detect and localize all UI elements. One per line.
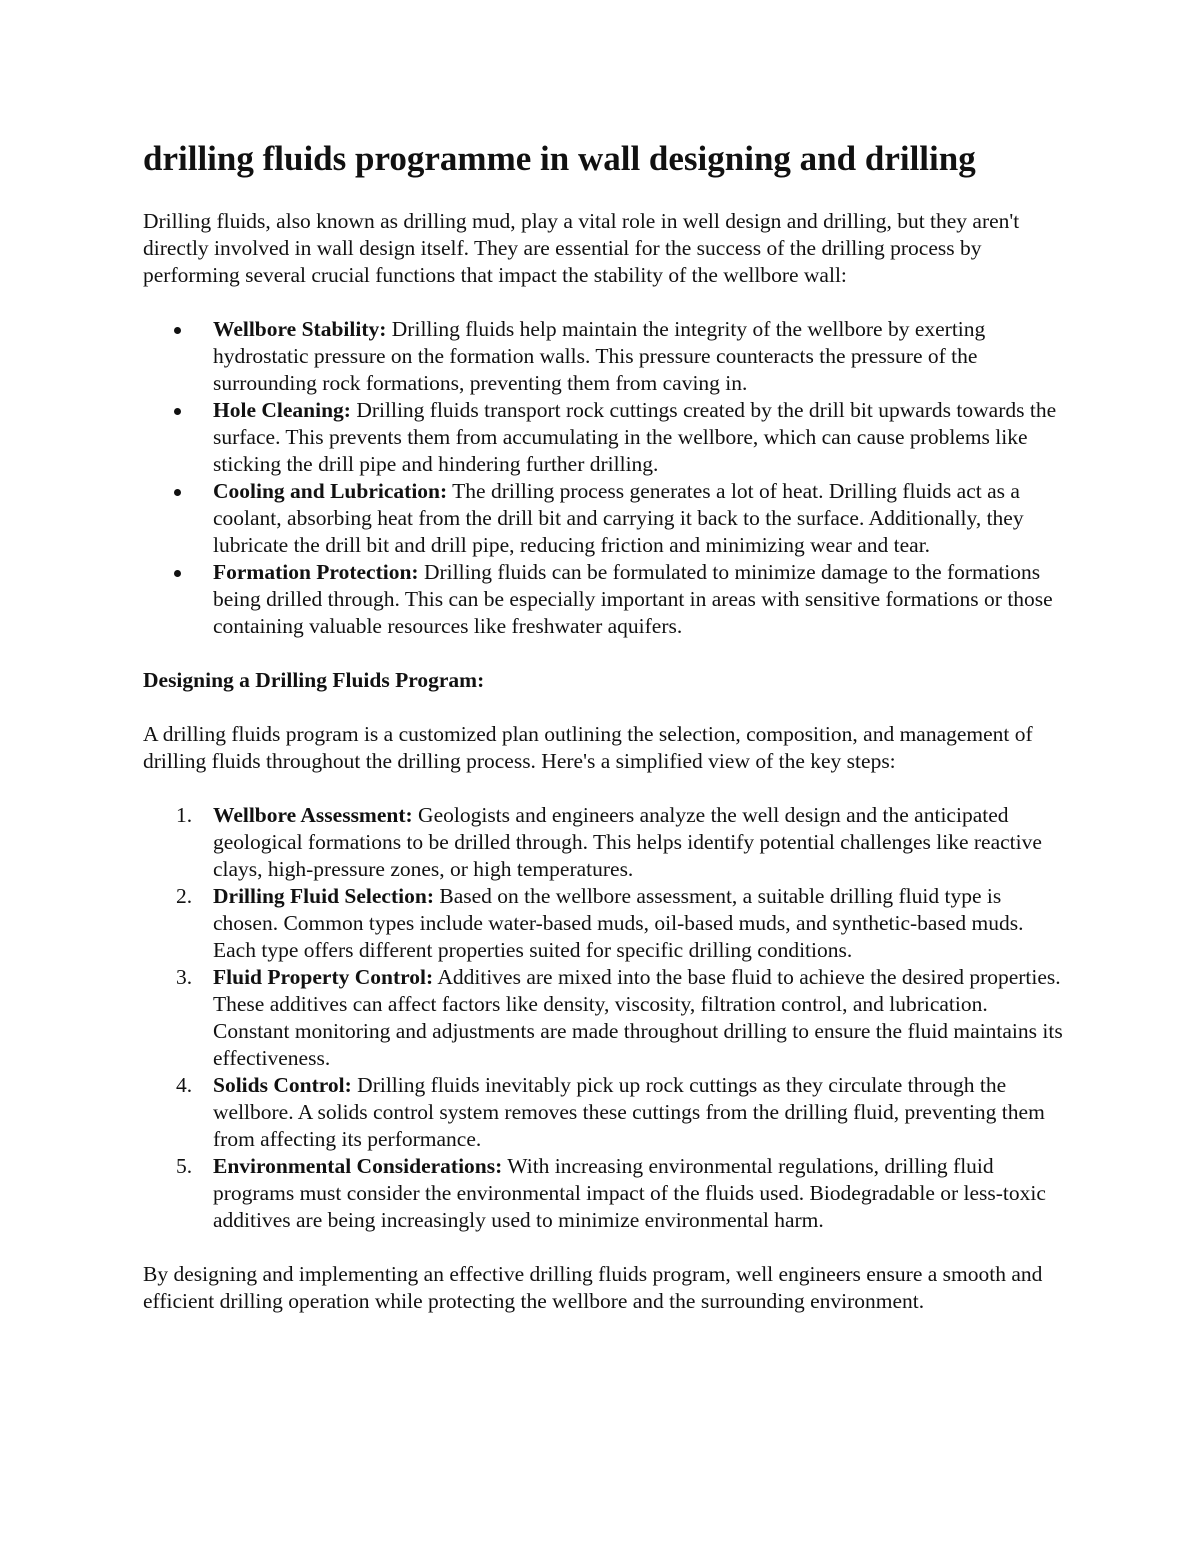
list-item <box>143 964 1068 1072</box>
bullet-icon <box>174 570 181 577</box>
list-item-term: Wellbore Stability: <box>213 317 387 341</box>
section-heading: Designing a Drilling Fluids Program: <box>143 668 485 692</box>
list-item-text: Additives are mixed into the base fluid to achieve the desired properties. These additives can affect factors like density, viscosity, filtration control, and lubrication. Constant monitoring and adjustments are made throughout drilling to ensure the fluid maintains its effectiveness. <box>213 965 1063 1070</box>
document-page <box>143 138 1068 1342</box>
list-item <box>143 1153 1068 1234</box>
list-item-term: Fluid Property Control: <box>213 965 434 989</box>
list-item-text: Drilling fluids inevitably pick up rock cuttings as they circulate through the wellbore. A solids control system removes these cuttings from the drilling fluid, preventing them from affecting its performance. <box>213 1073 1045 1151</box>
list-item-text: Drilling fluids transport rock cuttings created by the drill bit upwards towards the surface. This prevents them from accumulating in the wellbore, which can cause problems like sticking the drill pipe and hindering further drilling. <box>213 398 1057 476</box>
steps-list <box>143 802 1068 1234</box>
section-intro-paragraph: A drilling fluids program is a customized plan outlining the selection, composition, and management of drilling fluids throughout the drilling process. Here's a simplified view of the key steps: <box>143 722 1033 773</box>
list-item-text: Based on the wellbore assessment, a suitable drilling fluid type is chosen. Common types include water-based muds, oil-based muds, and synthetic-based muds. Each type offers different properties suited for specific drilling conditions. <box>213 884 1024 962</box>
list-item <box>143 559 1068 640</box>
list-item-number: 1. <box>176 803 193 827</box>
list-item-text: Drilling fluids can be formulated to minimize damage to the formations being drilled through. This can be especially important in areas with sensitive formations or those containing valuable resources like freshwater aquifers. <box>213 560 1053 638</box>
document-title: drilling fluids programme in wall designing and drilling <box>143 139 976 178</box>
list-item <box>143 478 1068 559</box>
list-item-number: 4. <box>176 1073 193 1097</box>
list-item <box>143 397 1068 478</box>
list-item-term: Environmental Considerations: <box>213 1154 503 1178</box>
list-item-text: Geologists and engineers analyze the well design and the anticipated geological formations to be drilled through. This helps identify potential challenges like reactive clays, high-pressure zones, or high temperatures. <box>213 803 1042 881</box>
bullet-icon <box>174 408 181 415</box>
bullet-icon <box>174 327 181 334</box>
list-item-term: Cooling and Lubrication: <box>213 479 448 503</box>
list-item <box>143 1072 1068 1153</box>
list-item <box>143 802 1068 883</box>
list-item-text: With increasing environmental regulations, drilling fluid programs must consider the environmental impact of the fluids used. Biodegradable or less-toxic additives are being increasingly used to minimize environmental harm. <box>213 1154 1046 1232</box>
bullet-icon <box>174 489 181 496</box>
list-item-term: Wellbore Assessment: <box>213 803 413 827</box>
list-item <box>143 883 1068 964</box>
functions-list <box>143 316 1068 640</box>
list-item-text: The drilling process generates a lot of heat. Drilling fluids act as a coolant, absorbing heat from the drill bit and carrying it back to the surface. Additionally, they lubricate the drill bit and drill pipe, reducing friction and minimizing wear and tear. <box>213 479 1024 557</box>
list-item-term: Solids Control: <box>213 1073 352 1097</box>
list-item-number: 2. <box>176 884 193 908</box>
intro-paragraph: Drilling fluids, also known as drilling mud, play a vital role in well design and drilling, but they aren't directly involved in wall design itself. They are essential for the success of the drilling process by performing several crucial functions that impact the stability of the wellbore wall: <box>143 209 1020 287</box>
list-item <box>143 316 1068 397</box>
list-item-text: Drilling fluids help maintain the integrity of the wellbore by exerting hydrostatic pressure on the formation walls. This pressure counteracts the pressure of the surrounding rock formations, preventing them from caving in. <box>213 317 986 395</box>
list-item-term: Hole Cleaning: <box>213 398 351 422</box>
list-item-term: Drilling Fluid Selection: <box>213 884 434 908</box>
list-item-number: 5. <box>176 1154 193 1178</box>
list-item-term: Formation Protection: <box>213 560 419 584</box>
list-item-number: 3. <box>176 965 193 989</box>
conclusion-paragraph: By designing and implementing an effective drilling fluids program, well engineers ensure a smooth and efficient drilling operation while protecting the wellbore and the surrounding environment. <box>143 1262 1043 1313</box>
